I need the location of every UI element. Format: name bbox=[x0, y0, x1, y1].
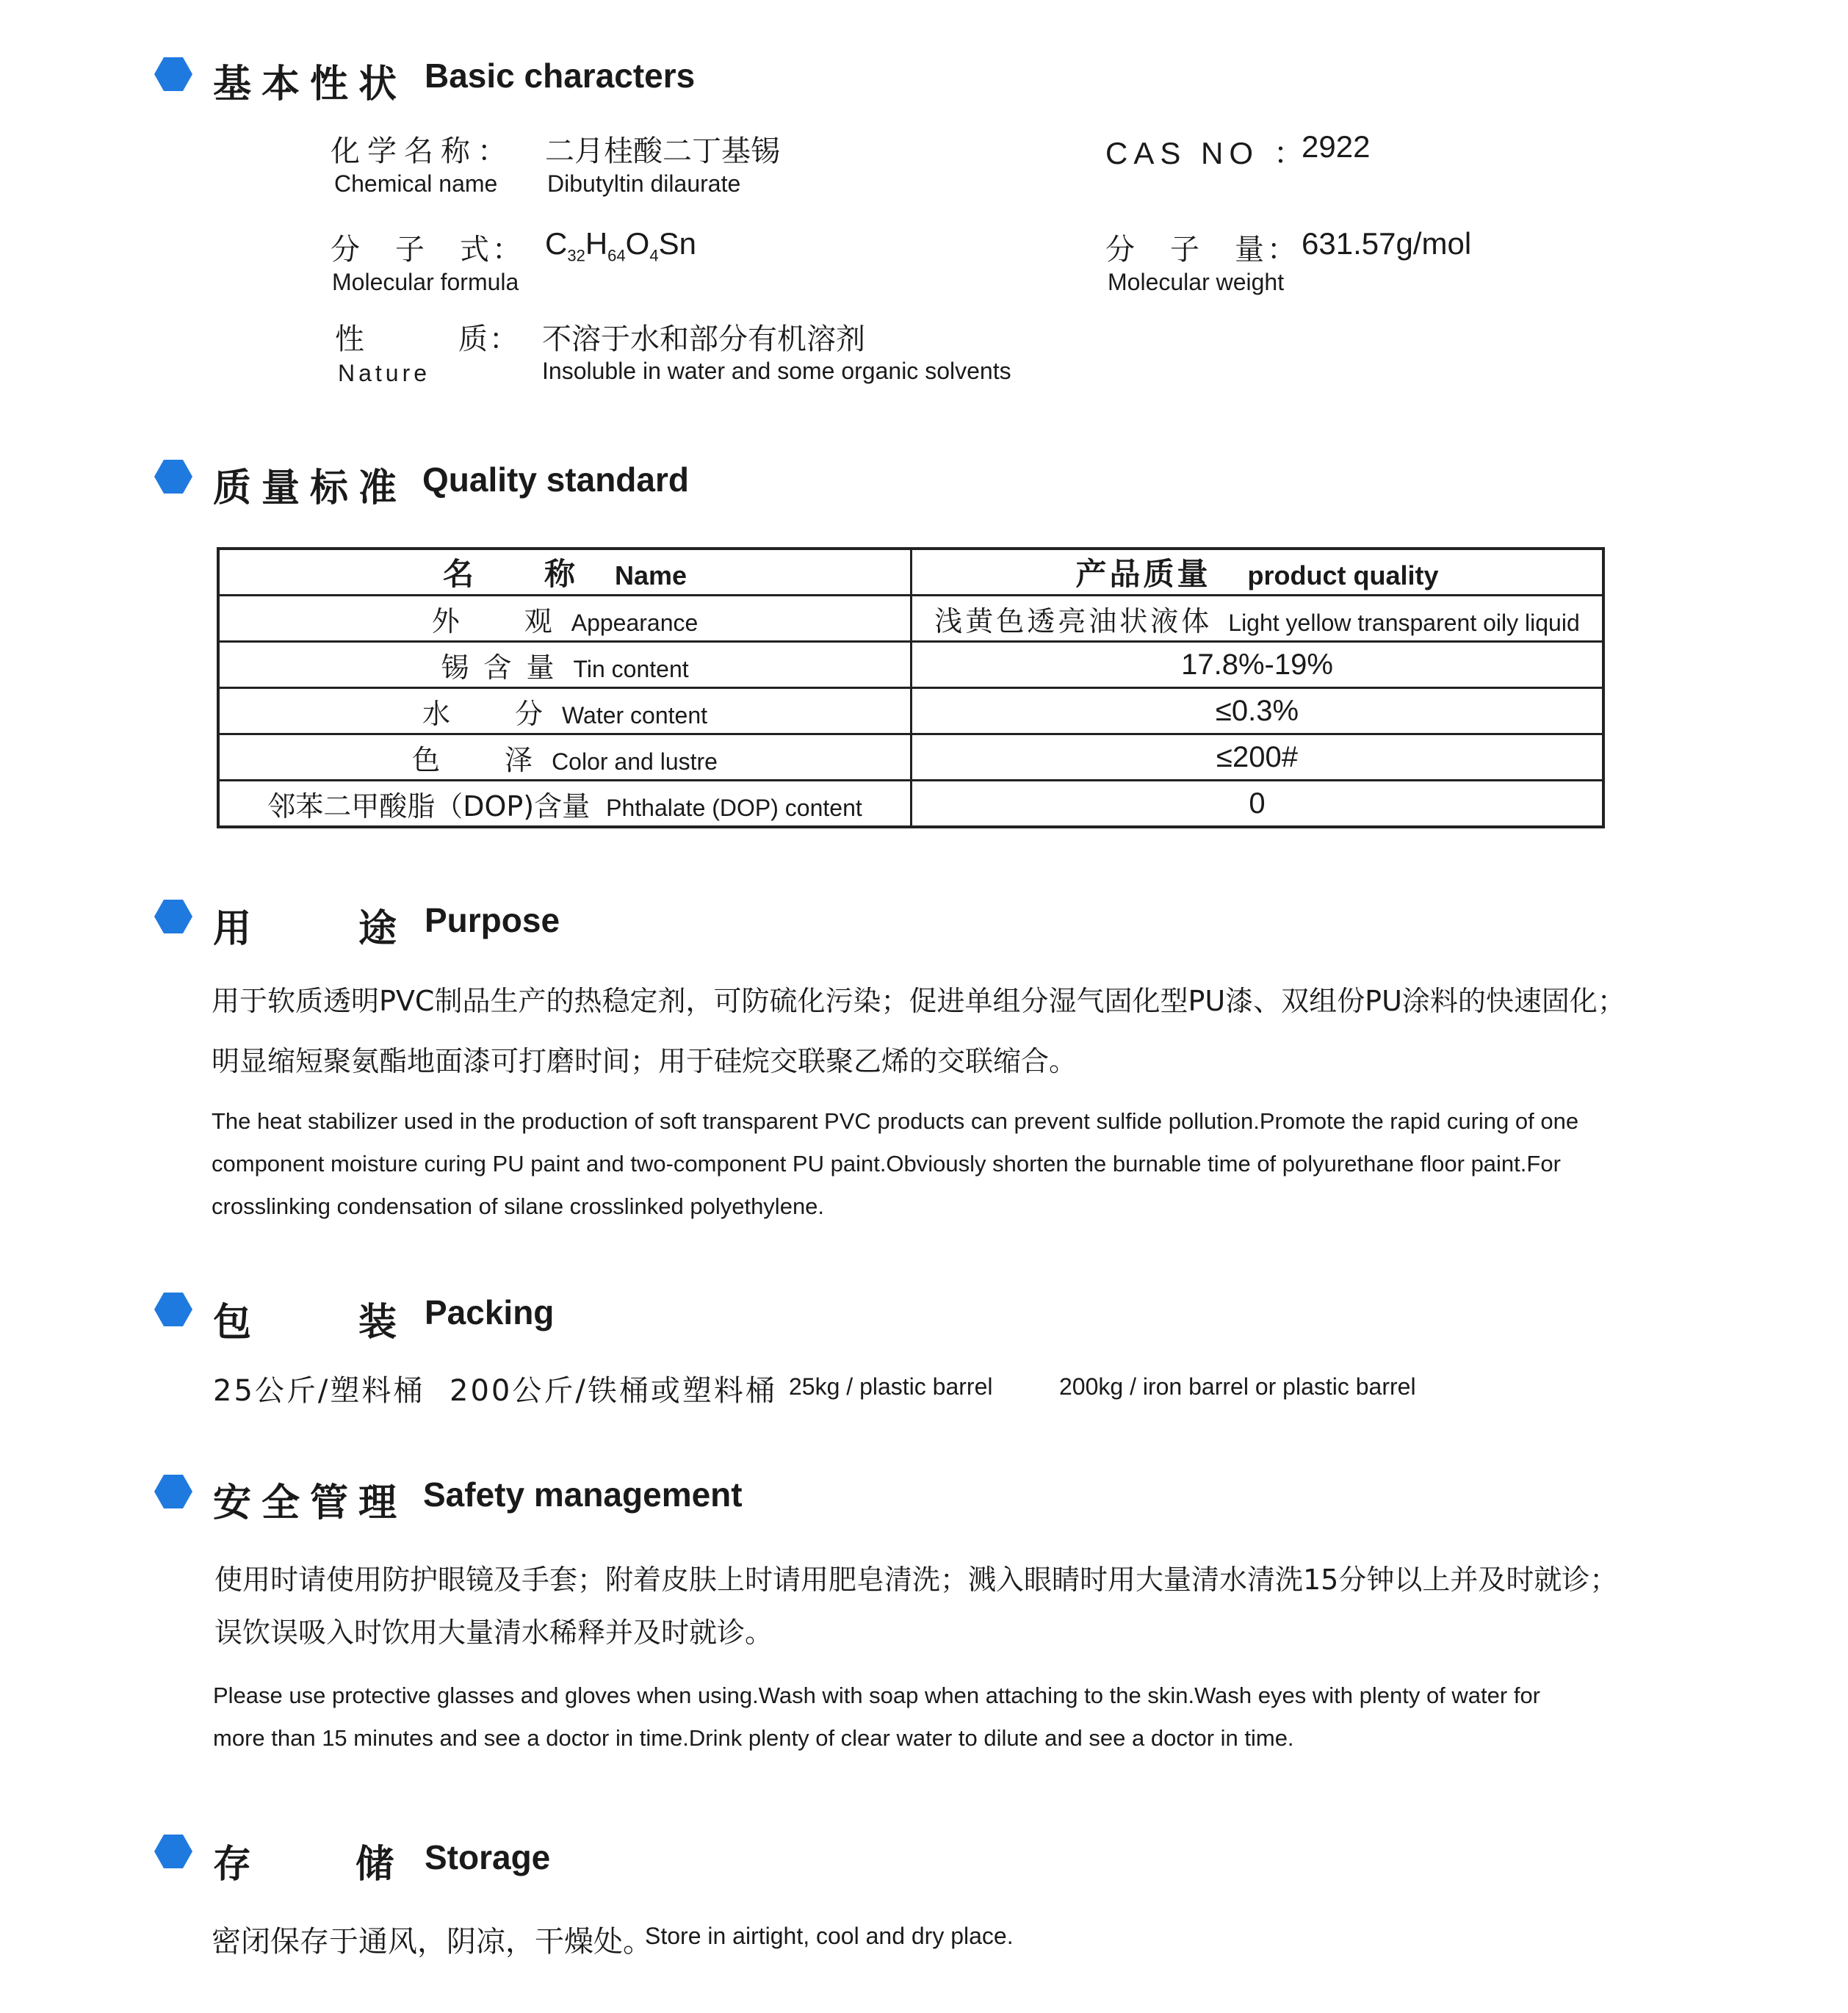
chemical-name-label-cn: 化学名称： bbox=[331, 134, 514, 168]
section-title-cn: 包 bbox=[213, 1301, 262, 1345]
table-row bbox=[218, 781, 1603, 828]
nature-value-en: Insoluble in water and some organic solvents bbox=[542, 358, 1011, 384]
section-bullet-icon bbox=[154, 1475, 192, 1508]
chemical-name-label-en: Chemical name bbox=[334, 170, 498, 197]
safety-text-cn-1: 使用时请使用防护眼镜及手套；附着皮肤上时请用肥皂清洗；溅入眼睛时用大量清水清洗15分钟以上并及时就诊； bbox=[214, 1564, 1618, 1596]
section-title-cn: 用 bbox=[213, 907, 262, 951]
section-bullet-icon bbox=[154, 900, 192, 933]
packing-text-en-2: 200kg / iron barrel or plastic barrel bbox=[1059, 1373, 1416, 1400]
chemical-name-value-en: Dibutyltin dilaurate bbox=[547, 170, 741, 197]
table-header-name: 名 称 Name bbox=[218, 549, 912, 596]
table-row bbox=[218, 642, 1603, 688]
section-bullet-icon bbox=[154, 460, 192, 494]
table-cell-name: 外 观 Appearance bbox=[218, 596, 912, 642]
chemical-name-value-cn: 二月桂酸二丁基锡 bbox=[545, 134, 780, 168]
section-bullet-icon bbox=[154, 1293, 192, 1326]
formula-value: $C_{32}H_{64}O_4Sn$ bbox=[545, 226, 696, 265]
section-bullet-icon bbox=[154, 57, 192, 91]
section-title-en: Quality standard bbox=[422, 460, 689, 499]
table-cell-name: 水 分 Water content bbox=[218, 688, 912, 734]
nature-label-cn: 性 质： bbox=[335, 322, 520, 356]
section-title-cn: 质量标准 bbox=[213, 466, 408, 510]
safety-text-cn-2: 误饮误吸入时饮用大量清水稀释并及时就诊。 bbox=[214, 1616, 773, 1649]
formula-label-en: Molecular formula bbox=[332, 269, 519, 295]
section-title-en: Storage bbox=[425, 1838, 551, 1876]
section-title-cn-2: 途 bbox=[358, 907, 408, 951]
section-bullet-icon bbox=[154, 1835, 192, 1868]
section-title-en: Safety management bbox=[423, 1475, 743, 1514]
table-cell-value: 浅黄色透亮油状液体 Light yellow transparent oily liquid bbox=[912, 596, 1604, 642]
cas-label: CAS NO ： bbox=[1105, 136, 1310, 170]
table-row bbox=[218, 596, 1603, 642]
purpose-text-cn-2: 明显缩短聚氨酯地面漆可打磨时间；用于硅烷交联聚乙烯的交联缩合。 bbox=[212, 1045, 1078, 1077]
table-row bbox=[218, 734, 1603, 781]
section-title-en: Purpose bbox=[425, 901, 560, 939]
section-title-en: Basic characters bbox=[425, 57, 696, 95]
storage-text-en: Store in airtight, cool and dry place. bbox=[645, 1923, 1014, 1949]
packing-text-en-1: 25kg / plastic barrel bbox=[789, 1373, 993, 1400]
table-header-row bbox=[218, 549, 1603, 596]
weight-label-en: Molecular weight bbox=[1108, 269, 1285, 295]
weight-value: 631.57g/mol bbox=[1302, 226, 1472, 261]
quality-table bbox=[217, 547, 1605, 828]
section-title-cn: 基本性状 bbox=[213, 62, 408, 106]
packing-text-cn-1: 25公斤/塑料桶 bbox=[213, 1374, 425, 1408]
formula-label-cn: 分 子 式： bbox=[331, 233, 524, 267]
storage-text-cn: 密闭保存于通风，阴凉，干燥处。 bbox=[212, 1925, 652, 1959]
table-cell-value: 17.8%-19% bbox=[912, 642, 1604, 688]
section-title-en: Packing bbox=[425, 1293, 555, 1331]
section-title-cn-2: 装 bbox=[358, 1301, 408, 1345]
purpose-text-en: The heat stabilizer used in the production of soft transparent PVC products can prevent sulfide pollution.Promote the rapid curing of one component moisture curing PU paint and two-component PU paint.Obviously shorten the burnable time of polyurethane floor paint.For crosslinking condensation of silane crosslinked polyethylene. bbox=[212, 1108, 1579, 1219]
weight-label-cn: 分 子 量： bbox=[1105, 233, 1299, 267]
table-cell-name: 邻苯二甲酸脂（DOP)含量 Phthalate (DOP) content bbox=[218, 781, 912, 828]
nature-label-en: Nature bbox=[338, 360, 431, 386]
cas-value: 2922 bbox=[1302, 129, 1371, 164]
table-cell-value: ≤200# bbox=[912, 734, 1604, 781]
nature-value-cn: 不溶于水和部分有机溶剂 bbox=[542, 322, 865, 356]
section-title-cn: 安全管理 bbox=[213, 1481, 408, 1525]
table-cell-name: 锡 含 量 Tin content bbox=[218, 642, 912, 688]
table-cell-name: 色 泽 Color and lustre bbox=[218, 734, 912, 781]
packing-text-cn-2: 200公斤/铁桶或塑料桶 bbox=[450, 1374, 777, 1408]
table-header-quality: 产品质量 product quality bbox=[912, 549, 1604, 596]
safety-text-en: Please use protective glasses and gloves when using.Wash with soap when attaching to the skin.Wash eyes with plenty of water for more than 15 minutes and see a doctor in time.Drink plenty of clear water to dilute and see a doctor in time. bbox=[213, 1683, 1541, 1751]
section-title-cn: 存 bbox=[213, 1843, 262, 1887]
purpose-text-cn-1: 用于软质透明PVC制品生产的热稳定剂，可防硫化污染；促进单组分湿气固化型PU漆、双组份PU涂料的快速固化； bbox=[212, 985, 1625, 1017]
table-row bbox=[218, 688, 1603, 734]
table-cell-value: ≤0.3% bbox=[912, 688, 1604, 734]
table-cell-value: 0 bbox=[912, 781, 1604, 828]
section-title-cn-2: 储 bbox=[355, 1843, 405, 1887]
